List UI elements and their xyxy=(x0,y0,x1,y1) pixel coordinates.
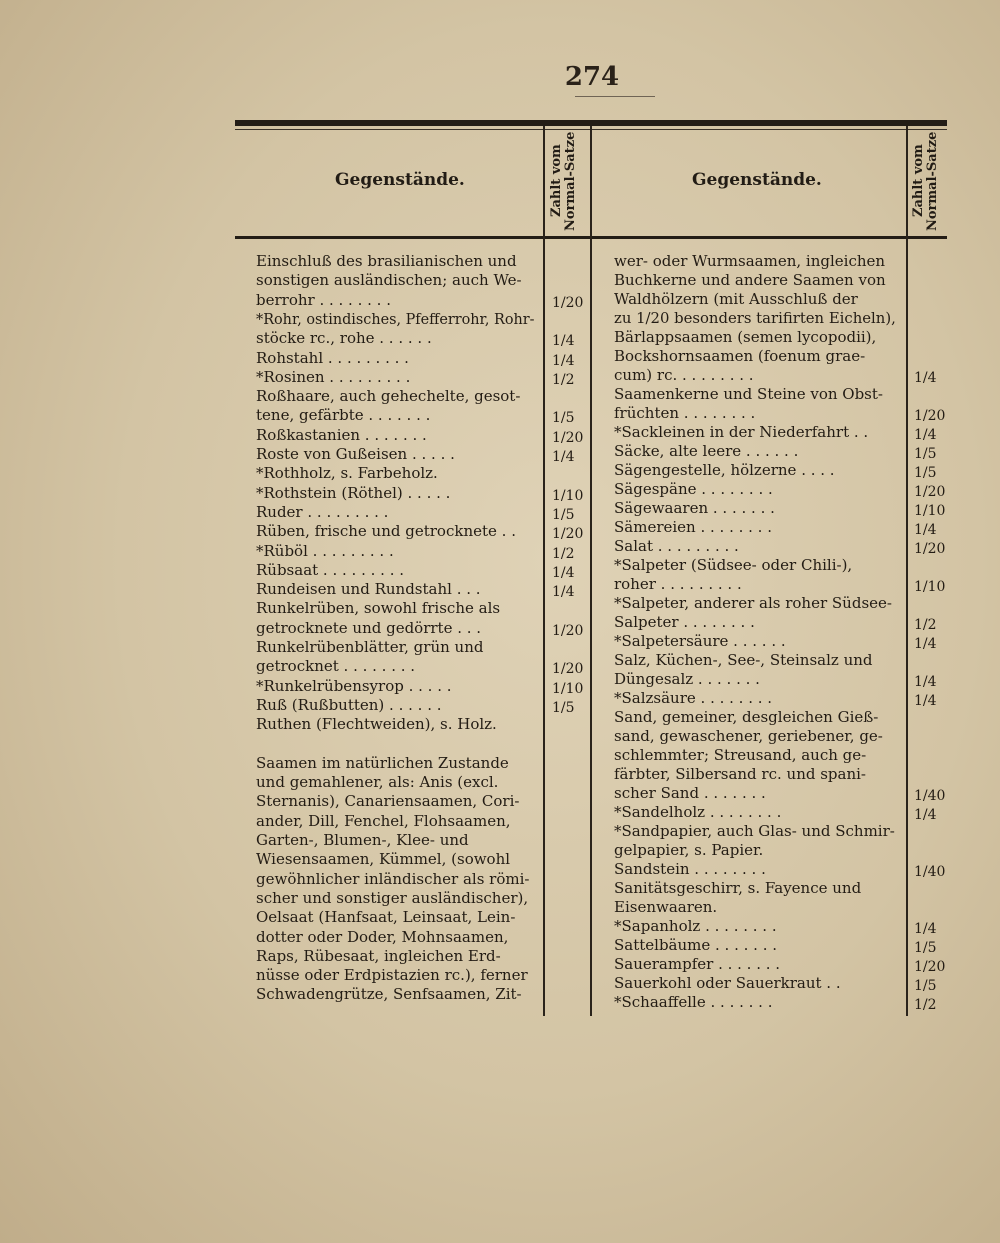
entry-text: Sandstein . . . . . . . . xyxy=(614,860,766,878)
entry-text: Raps, Rübesaat, ingleichen Erd- xyxy=(256,946,501,965)
entry-rate: 1/4 xyxy=(552,333,575,350)
entry-text: *Rosinen . . . . . . . . . xyxy=(256,367,411,386)
entry-rate: 1/20 xyxy=(552,622,584,639)
entry-text: gewöhnlicher inländischer als römi- xyxy=(256,869,530,888)
entry-text: Saamenkerne und Steine von Obst- xyxy=(614,385,883,403)
left-value-divider xyxy=(543,126,545,1016)
entry-text: *Sandpapier, auch Glas- und Schmir- xyxy=(614,822,895,840)
entry-text: *Salzsäure . . . . . . . . xyxy=(614,689,773,707)
entry-text: färbter, Silbersand rc. und spani- xyxy=(614,765,866,783)
entry-rate: 1/4 xyxy=(552,449,575,465)
entry-rate: 1/4 xyxy=(914,921,937,937)
entry-text: Rohstahl . . . . . . . . . xyxy=(256,348,409,367)
entry-text: sand, gewaschener, geriebener, ge- xyxy=(614,727,883,745)
entry-rate: 1/2 xyxy=(914,997,937,1013)
page-number: 274 xyxy=(564,62,620,92)
entry-rate: 1/20 xyxy=(552,526,584,543)
entry-text: getrocknet . . . . . . . . xyxy=(256,657,416,676)
entry-rate: 1/20 xyxy=(914,408,946,424)
entry-text: früchten . . . . . . . . xyxy=(614,404,756,422)
entry-text: Sanitätsgeschirr, s. Fayence und xyxy=(614,879,862,897)
entry-rate: 1/10 xyxy=(552,487,584,504)
entry-rate: 1/10 xyxy=(914,503,946,519)
entry-rate: 1/5 xyxy=(914,978,937,994)
entry-text: Salz, Küchen-, See-, Steinsalz und xyxy=(614,651,873,669)
entry-text: Rübsaat . . . . . . . . . xyxy=(256,560,404,579)
entry-text: roher . . . . . . . . . xyxy=(614,575,742,593)
entry-rate: 1/10 xyxy=(914,579,946,595)
entry-text: Bockshornsaamen (foenum grae- xyxy=(614,347,866,365)
entry-text: Sämereien . . . . . . . . xyxy=(614,518,772,536)
entry-rate: 1/40 xyxy=(914,788,946,804)
entry-text: Roste von Gußeisen . . . . . xyxy=(256,445,455,463)
entry-text: *Rothholz, s. Farbeholz. xyxy=(256,464,438,483)
entry-rate: 1/2 xyxy=(914,617,937,633)
entry-text: Ruder . . . . . . . . . xyxy=(256,502,389,521)
entry-text: Sägengestelle, hölzerne . . . . xyxy=(614,461,835,479)
entry-text: Bärlappsaamen (semen lycopodii), xyxy=(614,328,877,346)
entry-text: sonstigen ausländischen; auch We- xyxy=(256,271,522,290)
entry-text: Saamen im natürlichen Zustande xyxy=(256,753,509,772)
entry-text: Rundeisen und Rundstahl . . . xyxy=(256,580,481,599)
header-rule xyxy=(575,96,655,97)
entry-text: Sauerkohl oder Sauerkraut . . xyxy=(614,974,841,992)
entry-text: Einschluß des brasilianischen und xyxy=(256,252,517,270)
entry-rate: 1/4 xyxy=(914,674,937,690)
left-rate-header: Zahlt vom Normal-Satze xyxy=(549,131,578,231)
entry-text: *Runkelrübensyrop . . . . . xyxy=(256,676,452,695)
entry-rate: 1/5 xyxy=(914,940,937,956)
entry-rate: 1/4 xyxy=(914,693,937,709)
entry-text: Oelsaat (Hanfsaat, Leinsaat, Lein- xyxy=(256,908,516,927)
entry-text: Sägespäne . . . . . . . . xyxy=(614,480,773,498)
entry-rate: 1/4 xyxy=(914,522,937,538)
entry-text: Düngesalz . . . . . . . xyxy=(614,670,760,688)
right-rate-header: Zahlt vom Normal-Satze xyxy=(911,131,940,231)
entry-text: Rüben, frische und getrocknete . . xyxy=(256,522,516,541)
entry-text: stöcke rc., rohe . . . . . . xyxy=(256,329,432,348)
entry-rate: 1/2 xyxy=(552,371,575,388)
entry-text: *Salpetersäure . . . . . . xyxy=(614,632,786,650)
entry-text: Buchkerne und andere Saamen von xyxy=(614,271,886,289)
entry-text: berrohr . . . . . . . . xyxy=(256,290,391,309)
entry-rate: 1/5 xyxy=(552,410,575,427)
entry-text: Salpeter . . . . . . . . xyxy=(614,613,755,631)
entry-text: Waldhölzern (mit Ausschluß der xyxy=(614,290,858,308)
entry-text: *Salpeter, anderer als roher Südsee- xyxy=(614,594,892,612)
entry-text: cum) rc. . . . . . . . . xyxy=(614,366,754,384)
entry-rate: 1/20 xyxy=(914,959,946,975)
entry-text: Runkelrübenblätter, grün und xyxy=(256,638,484,656)
entry-rate: 1/4 xyxy=(552,564,575,581)
entry-text: *Rüböl . . . . . . . . . xyxy=(256,541,394,560)
entry-rate: 1/4 xyxy=(914,636,937,652)
entry-text: Säcke, alte leere . . . . . . xyxy=(614,442,799,460)
entry-text: tene, gefärbte . . . . . . . xyxy=(256,406,431,425)
entry-rate: 1/4 xyxy=(552,352,575,369)
entry-text: und gemahlener, als: Anis (excl. xyxy=(256,773,499,792)
entry-text: Salat . . . . . . . . . xyxy=(614,537,739,555)
entry-text: dotter oder Doder, Mohnsaamen, xyxy=(256,927,509,946)
entry-text: Schwadengrütze, Senfsaamen, Zit- xyxy=(256,985,522,1004)
entry-text: *Sandelholz . . . . . . . . xyxy=(614,803,782,821)
entry-rate: 1/5 xyxy=(552,506,575,523)
entry-rate: 1/20 xyxy=(552,294,584,311)
entry-text: Sand, gemeiner, desgleichen Gieß- xyxy=(614,708,879,726)
entry-text: scher Sand . . . . . . . xyxy=(614,784,766,802)
right-column-header: Gegenstände. xyxy=(692,170,822,190)
entry-rate: 1/5 xyxy=(914,465,937,481)
entry-rate: 1/20 xyxy=(552,429,584,446)
entry-text: *Sackleinen in der Niederfahrt . . xyxy=(614,423,869,441)
entry-text: zu 1/20 besonders tarifirten Eicheln), xyxy=(614,309,896,327)
center-divider xyxy=(590,126,592,1016)
entry-rate: 1/10 xyxy=(552,680,584,697)
entry-text: *Salpeter (Südsee- oder Chili-), xyxy=(614,556,853,574)
left-column-header: Gegenstände. xyxy=(335,170,465,190)
entry-text: nüsse oder Erdpistazien rc.), ferner xyxy=(256,966,528,985)
entry-text: gelpapier, s. Papier. xyxy=(614,841,764,859)
entry-text: *Rohr, ostindisches, Pfefferrohr, Rohr- xyxy=(256,309,535,328)
entry-text: Garten-, Blumen-, Klee- und xyxy=(256,831,469,849)
entry-rate: 1/4 xyxy=(914,427,937,443)
entry-text: Eisenwaaren. xyxy=(614,898,718,916)
entry-text: Roßhaare, auch gehechelte, gesot- xyxy=(256,387,521,406)
entry-rate: 1/2 xyxy=(552,545,575,562)
entry-text: Runkelrüben, sowohl frische als xyxy=(256,599,501,618)
entry-rate: 1/20 xyxy=(914,484,946,500)
entry-text: schlemmter; Streusand, auch ge- xyxy=(614,746,867,764)
entry-text: Ruß (Rußbutten) . . . . . . xyxy=(256,695,442,714)
entry-text: Sattelbäume . . . . . . . xyxy=(614,936,778,954)
entry-text: Sauerampfer . . . . . . . xyxy=(614,955,781,973)
entry-text: getrocknete und gedörrte . . . xyxy=(256,618,482,637)
entry-text: Ruthen (Flechtweiden), s. Holz. xyxy=(256,715,497,734)
entry-text: *Rothstein (Röthel) . . . . . xyxy=(256,483,451,502)
entry-rate: 1/4 xyxy=(552,584,575,601)
entry-rate: 1/5 xyxy=(914,446,937,462)
entry-rate: 1/4 xyxy=(914,807,937,823)
entry-text: ander, Dill, Fenchel, Flohsaamen, xyxy=(256,811,511,830)
entry-text: Sternanis), Canariensaamen, Cori- xyxy=(256,792,520,811)
entry-rate: 1/20 xyxy=(914,541,946,557)
entry-text: wer- oder Wurmsaamen, ingleichen xyxy=(614,252,886,270)
right-value-divider xyxy=(906,126,908,1016)
entry-text: Roßkastanien . . . . . . . xyxy=(256,425,427,444)
entry-text: *Sapanholz . . . . . . . . xyxy=(614,917,777,935)
entry-text: scher und sonstiger ausländischer), xyxy=(256,888,529,907)
entry-text: Wiesensaamen, Kümmel, (sowohl xyxy=(256,850,511,869)
entry-rate: 1/20 xyxy=(552,661,584,678)
entry-rate: 1/4 xyxy=(914,370,937,386)
entry-rate: 1/5 xyxy=(552,699,575,716)
entry-rate: 1/40 xyxy=(914,864,946,880)
entry-text: Sägewaaren . . . . . . . xyxy=(614,499,775,517)
entry-text: *Schaaffelle . . . . . . . xyxy=(614,993,773,1011)
